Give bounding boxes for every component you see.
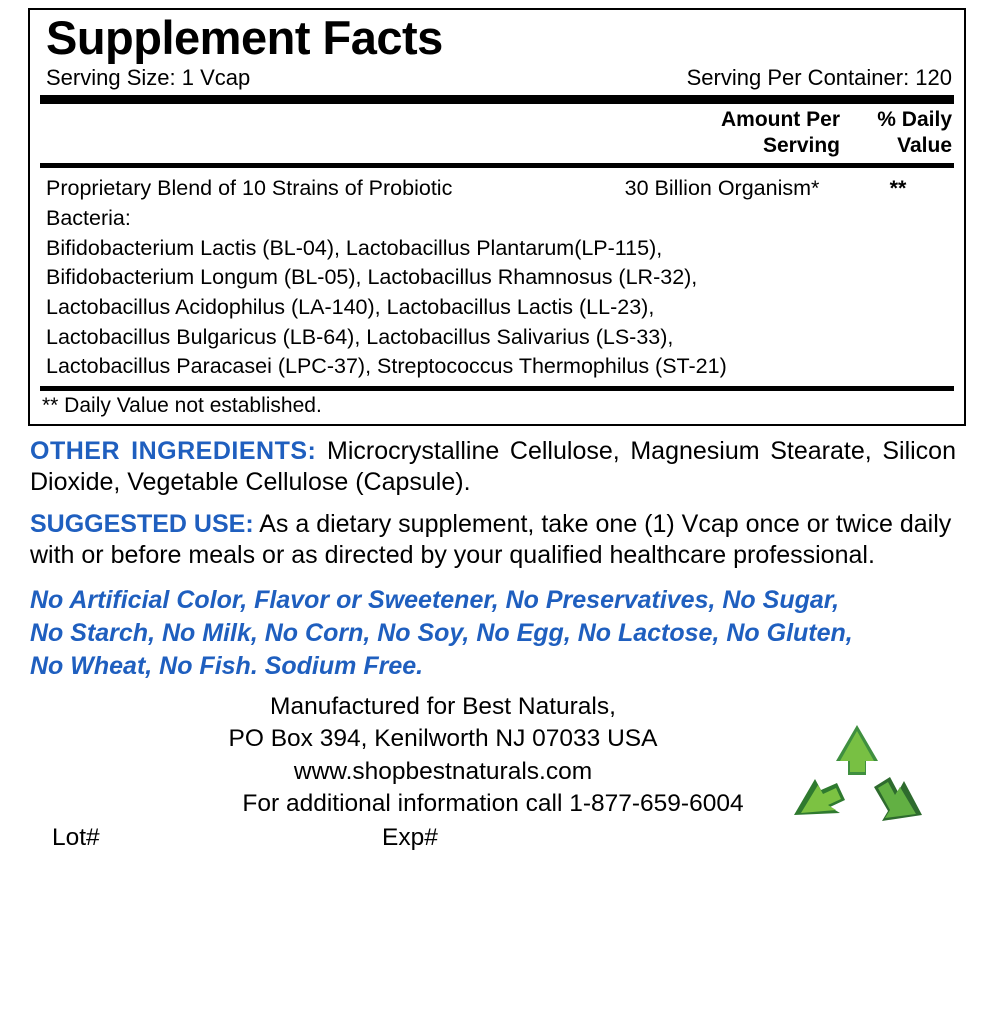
strain-line: Bifidobacterium Longum (BL-05), Lactobacillus Rhamnosus (LR-32), [46,265,698,290]
dv-header-line1: % Daily [877,107,952,131]
strain-line: Lactobacillus Bulgaricus (LB-64), Lactobacillus Salivarius (LS-33), [46,324,674,349]
phone-line: For additional information call 1-877-659-6004 [242,789,744,817]
blend-first-line [46,174,954,204]
blend-name-line1: Proprietary Blend of 10 Strains of Probiotic [46,176,453,201]
serving-size: Serving Size: 1 Vcap [46,64,251,90]
proprietary-blend-row [40,168,954,386]
suggested-use-label: SUGGESTED USE: [30,509,254,538]
other-ingredients-label: OTHER INGREDIENTS: [30,436,317,465]
strain-line: Lactobacillus Acidophilus (LA-140), Lactobacillus Lactis (LL-23), [46,295,655,319]
blend-daily-value: ** [889,176,907,201]
recycle-icon [782,717,932,837]
suggested-use-text: As a dietary supplement, take one (1) Vcap once or twice daily with or before meals or as directed by your qualified healthcare professional. [30,509,952,570]
rule-thick-top [40,95,954,104]
free-from-claims [30,584,956,683]
footer-block [30,691,956,855]
other-ingredients-paragraph [30,436,956,499]
strain-line: Lactobacillus Paracasei (LPC-37), Streptococcus Thermophilus (ST-21) [46,354,727,379]
address-line: PO Box 394, Kenilworth NJ 07033 USA [228,725,658,753]
daily-value-header [840,107,952,160]
amount-per-serving-header [625,107,840,160]
manufacturer-line: Manufactured for Best Naturals, [270,692,616,720]
claims-line1: No Artificial Color, Flavor or Sweetener, No Preservatives, No Sugar, [30,585,840,614]
strain-line: Bifidobacterium Lactis (BL-04), Lactobacillus Plantarum(LP-115), [46,235,663,260]
blend-amount: 30 Billion Organism* [624,176,820,201]
website-line: www.shopbestnaturals.com [293,757,593,785]
claims-line3: No Wheat, No Fish. Sodium Free. [30,651,424,680]
suggested-use-paragraph [30,509,956,572]
amount-header-line2: Serving [762,134,840,158]
daily-value-footnote: ** Daily Value not established. [42,393,322,417]
lot-field: Lot# [52,824,100,852]
panel-title: Supplement Facts [46,11,443,64]
other-ingredients-text: Microcrystalline Cellulose, Magnesium Stearate, Silicon Dioxide, Vegetable Cellulose (Capsule). [30,436,956,497]
column-headers [40,104,954,164]
lower-text-section [14,426,972,855]
servings-per-container: Serving Per Container: 120 [686,64,952,90]
claims-line2: No Starch, No Milk, No Corn, No Soy, No Egg, No Lactose, No Gluten, [30,618,853,647]
supplement-facts-panel [28,8,966,426]
serving-row [46,65,954,91]
dv-header-line2: Value [897,134,952,158]
exp-field: Exp# [382,824,438,852]
amount-header-line1: Amount Per [720,107,840,131]
blend-name-line2: Bacteria: [46,206,131,231]
